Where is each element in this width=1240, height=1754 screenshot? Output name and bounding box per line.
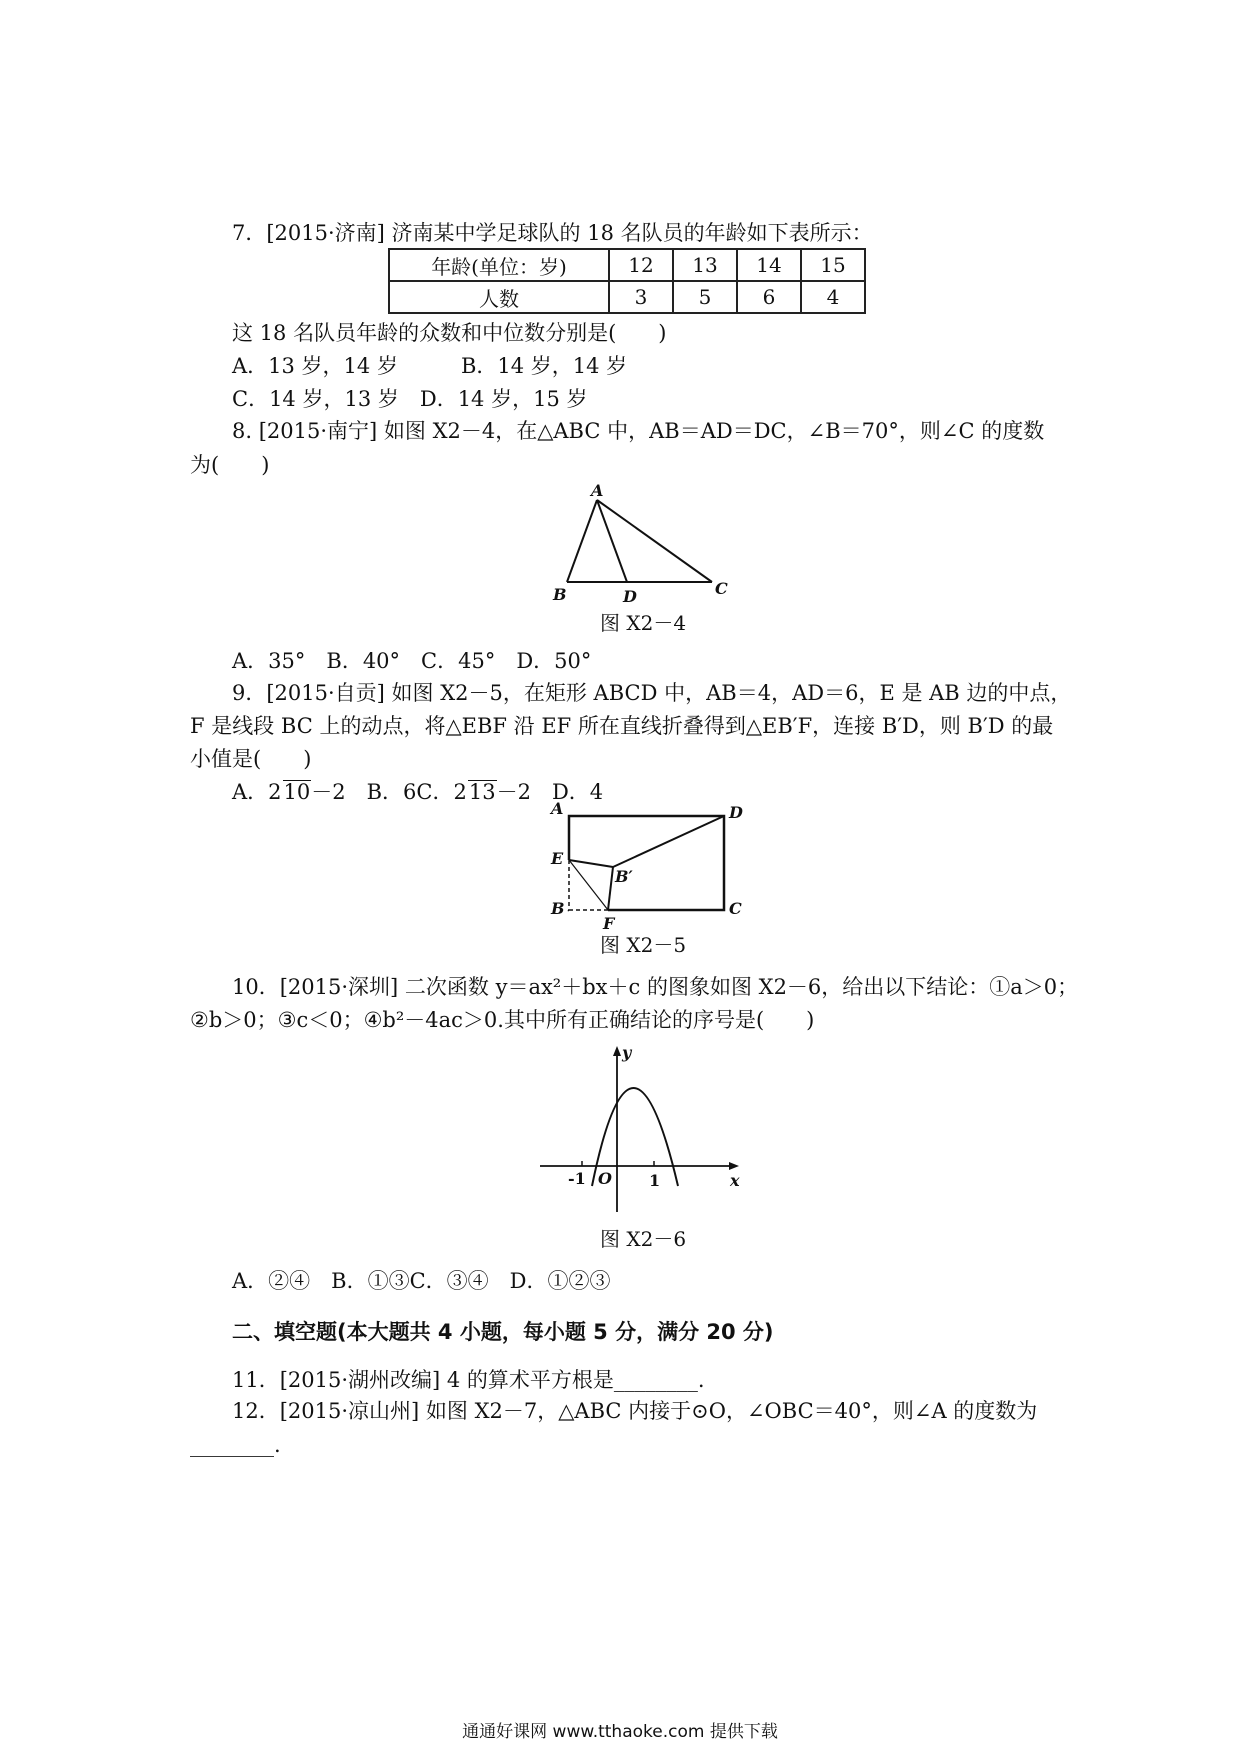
label-b: B [553,585,567,604]
table-cell: 3 [609,281,673,313]
parabola-graph [540,1042,750,1217]
table-cell: 6 [737,281,801,313]
segment-b-prime-f [608,867,613,910]
segment-b-prime-d [613,816,724,867]
label-b: B [551,899,565,918]
q11-text: 11．[2015·湖州改编] 4 的算术平方根是________. [232,1368,705,1392]
label-c: C [729,899,742,918]
q9-option-a-prefix: A．2 [232,780,282,804]
q9-option-c-suffix: －2 D．4 [496,780,604,804]
q9-stem-1: 9．[2015·自贡] 如图 X2－5，在矩形 ABCD 中，AB＝4，AD＝6，E 是 AB 边的中点， [232,681,1072,705]
q7-question: 这 18 名队员年龄的众数和中位数分别是( ) [232,321,667,345]
q8-options: A．35° B．40° C．45° D．50° [232,649,592,673]
q7-options-1: A．13 岁，14 岁 B．14 岁，14 岁 [232,354,628,378]
figure-caption-x2-4: 图 X2－4 [600,611,687,635]
q7-stem: 7．[2015·济南] 济南某中学足球队的 18 名队员的年龄如下表所示： [232,221,873,245]
segment-ad [597,500,627,582]
q9-option-a-radicand: 10 [283,780,311,804]
q9-option-c-prefix: C．2 [416,780,467,804]
figure-caption-x2-6: 图 X2－6 [600,1227,687,1251]
y-axis-label: y [622,1043,632,1062]
table-cell: 人数 [389,281,609,313]
figure-caption-x2-5: 图 X2－5 [600,933,687,957]
label-a: A [551,802,564,818]
table-cell: 年龄(单位：岁) [389,249,609,281]
x-axis-label: x [730,1171,740,1190]
q12-stem-1: 12．[2015·凉山州] 如图 X2－7，△ABC 内接于⊙O，∠OBC＝40°，则∠A 的度数为 [232,1399,1038,1423]
table-cell: 15 [801,249,865,281]
table-cell: 13 [673,249,737,281]
q7-options-2: C．14 岁，13 岁 D．14 岁，15 岁 [232,387,588,411]
table-row [389,281,865,313]
segment-eb-prime [569,860,613,867]
label-f: F [603,914,615,932]
label-e: E [551,849,564,868]
q8-stem-2: 为( ) [190,453,270,477]
q8-stem-1: 8. [2015·南宁] 如图 X2－4，在△ABC 中，AB＝AD＝DC，∠B＝70°，则∠C 的度数 [232,419,1045,443]
q9-stem-2: F 是线段 BC 上的动点，将△EBF 沿 EF 所在直线折叠得到△EB′F，连接 B′D，则 B′D 的最 [190,714,1054,738]
tick-label-minus-one: -1 [568,1169,586,1188]
x-axis-arrow [729,1162,739,1170]
tick-label-one: 1 [649,1171,661,1190]
y-axis-arrow [613,1046,621,1056]
age-table [388,248,866,314]
q10-stem-1: 10．[2015·深圳] 二次函数 y＝ax²＋bx＋c 的图象如图 X2－6，给出以下结论：①a＞0； [232,975,1079,999]
label-b-prime: B′ [615,867,633,886]
table-cell: 5 [673,281,737,313]
section-heading: 二、填空题(本大题共 4 小题，每小题 5 分，满分 20 分) [232,1320,774,1344]
segment-ac [597,500,712,582]
table-cell: 12 [609,249,673,281]
label-d: D [623,587,637,606]
page-footer: 通通好课网 www.tthaoke.com 提供下载 [462,1722,778,1742]
q9-stem-3: 小值是( ) [190,747,312,771]
table-row [389,249,865,281]
q10-stem-2: ②b＞0；③c＜0；④b²－4ac＞0.其中所有正确结论的序号是( ) [190,1008,815,1032]
label-d: D [729,803,743,822]
q12-stem-2: ________. [190,1433,281,1457]
label-c: C [715,579,728,598]
rectangle-figure [545,802,745,932]
segment-ef [569,860,608,910]
q10-options: A．②④ B．①③C．③④ D．①②③ [232,1269,611,1293]
segment-ab [567,500,597,582]
q9-option-c-radicand: 13 [468,780,496,804]
table-cell: 14 [737,249,801,281]
table-cell: 4 [801,281,865,313]
q9-option-a-suffix: －2 B．6 [311,780,417,804]
triangle-figure [545,478,745,608]
label-a: A [591,481,604,500]
origin-label: O [598,1169,612,1188]
